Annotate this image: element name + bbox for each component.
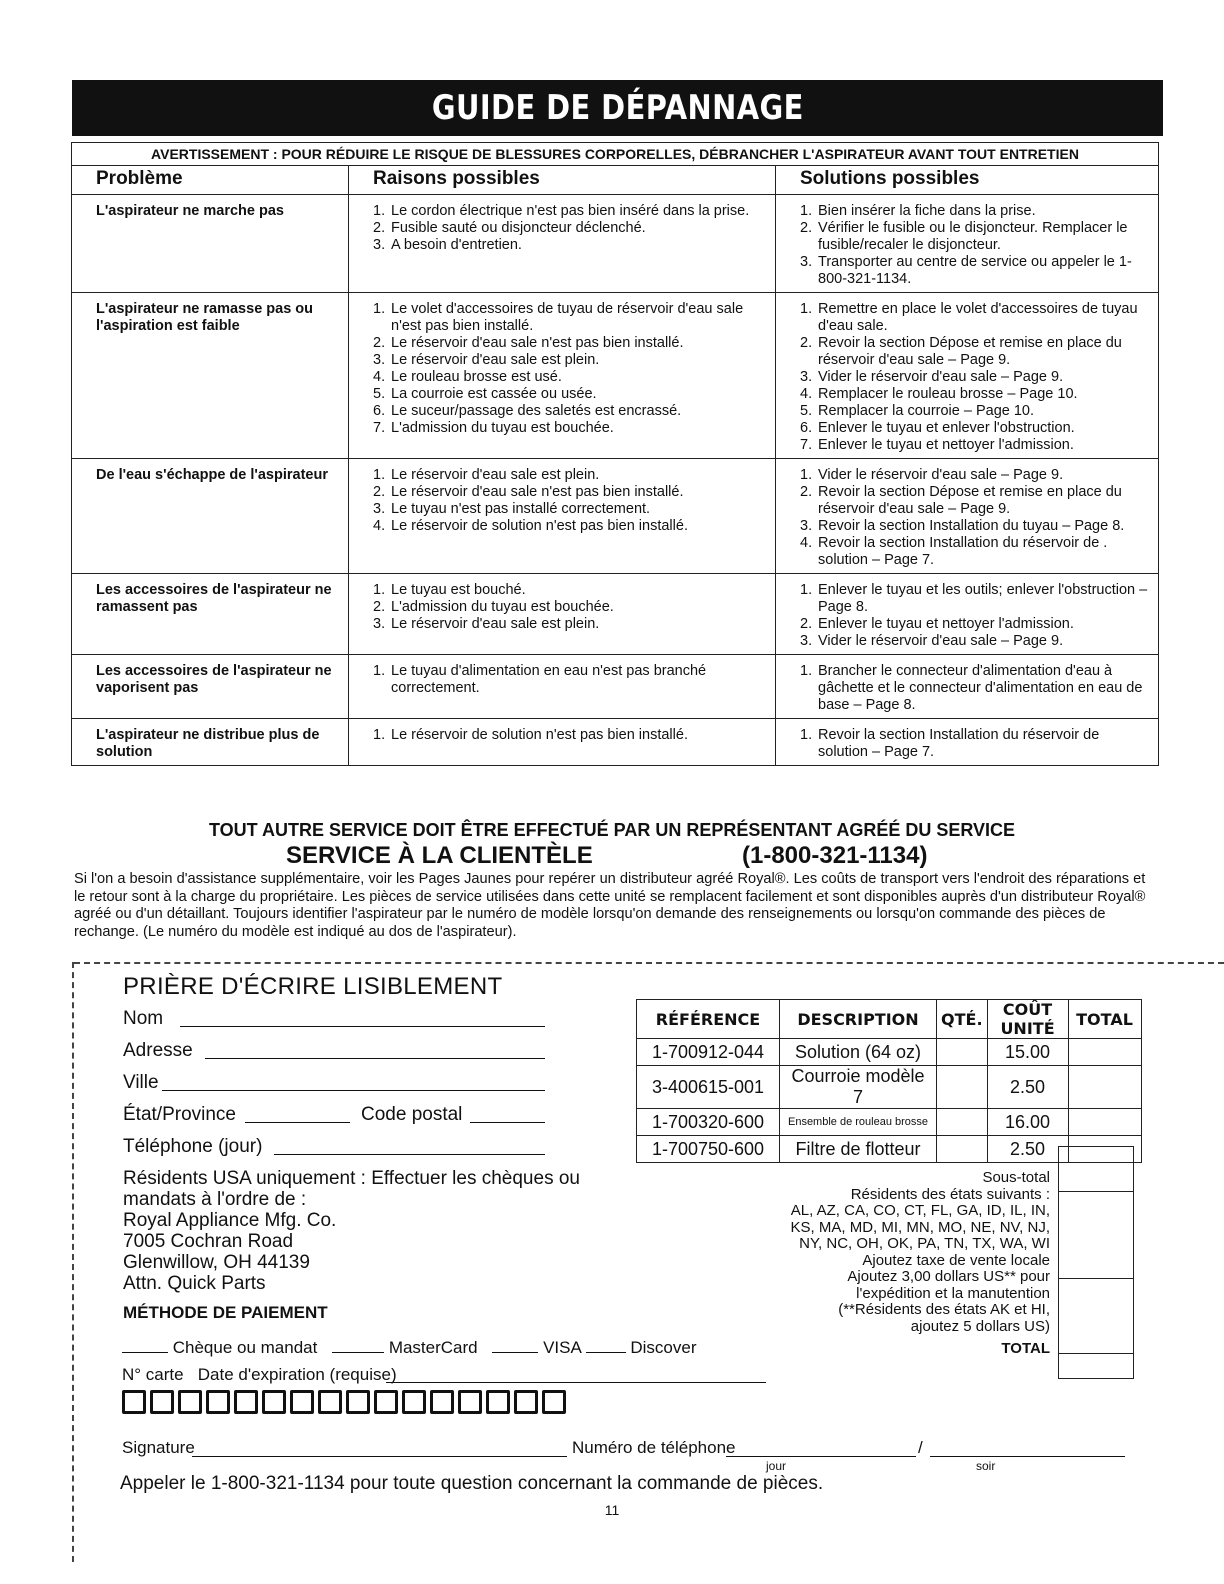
address-line: 7005 Cochran Road (123, 1231, 294, 1252)
problem-cell: De l'eau s'échappe de l'aspirateur (72, 459, 349, 574)
expiration-field[interactable] (386, 1381, 766, 1383)
soir-label: soir (976, 1459, 996, 1473)
reasons-cell (349, 655, 776, 719)
solution-item: 6. Enlever le tuyau et enlever l'obstruction. (800, 420, 1075, 436)
reason-item: 1. Le réservoir de solution n'est pas bien installé. (373, 727, 688, 743)
trouble-row (72, 459, 1159, 574)
solutions-cell (776, 293, 1159, 459)
page-number: 11 (604, 1502, 620, 1518)
description-cell: Courroie modèle 7 (780, 1066, 937, 1109)
solution-item: 4. Revoir la section Installation du réservoir de . solution – Page 7. (800, 535, 1108, 568)
card-digit-box[interactable] (486, 1390, 510, 1414)
reasons-cell (349, 574, 776, 655)
header-problem: Problème (72, 166, 349, 195)
subtotal-label: Sous-total (982, 1169, 1050, 1186)
cut-line-vertical (72, 962, 74, 1562)
service-notice: TOUT AUTRE SERVICE DOIT ÊTRE EFFECTUÉ PAR UN REPRÉSENTANT AGRÉÉ DU SERVICE (208, 820, 1016, 840)
reason-item: 4. Le réservoir de solution n'est pas bien installé. (373, 518, 688, 534)
address-line: Résidents USA uniquement : Effectuer les chèques ou (123, 1168, 580, 1189)
phone-day-label: Téléphone (jour) (123, 1136, 263, 1157)
header-total: TOTAL (1068, 1000, 1141, 1039)
quantity-cell[interactable] (937, 1039, 988, 1066)
visa-label: VISA (543, 1338, 581, 1357)
phone-evening-field[interactable] (930, 1455, 1125, 1457)
reason-item: 2. Le réservoir d'eau sale n'est pas bien installé. (373, 335, 684, 351)
city-field[interactable] (162, 1089, 545, 1091)
header-description: DESCRIPTION (780, 1000, 937, 1039)
reference-cell: 3-400615-001 (637, 1066, 780, 1109)
header-reasons: Raisons possibles (349, 166, 776, 195)
quantity-cell[interactable] (937, 1136, 988, 1163)
jour-label: jour (766, 1459, 787, 1473)
card-number-boxes[interactable] (122, 1390, 566, 1414)
card-digit-box[interactable] (402, 1390, 426, 1414)
card-digit-box[interactable] (514, 1390, 538, 1414)
tax-line: NY, NC, OH, OK, PA, TN, TX, WA, WI (799, 1235, 1050, 1252)
solution-item: 2. Revoir la section Dépose et remise en place du réservoir d'eau sale – Page 9. (800, 335, 1122, 368)
card-digit-box[interactable] (318, 1390, 342, 1414)
trouble-row (72, 574, 1159, 655)
state-label: État/Province (123, 1104, 236, 1125)
postal-code-field[interactable] (470, 1121, 545, 1123)
call-notice: Appeler le 1-800-321-1134 pour toute question concernant la commande de pièces. (120, 1473, 824, 1494)
cheque-checkbox[interactable] (122, 1352, 168, 1353)
card-digit-box[interactable] (374, 1390, 398, 1414)
address-line: Glenwillow, OH 44139 (123, 1252, 310, 1273)
trouble-row (72, 655, 1159, 719)
name-field[interactable] (180, 1025, 545, 1027)
order-table (636, 999, 1142, 1163)
unit-cost-cell: 15.00 (987, 1039, 1068, 1066)
shipping-box[interactable] (1059, 1279, 1133, 1354)
problem-cell: Les accessoires de l'aspirateur ne vaporisent pas (72, 655, 349, 719)
header-quantity: QTÉ. (937, 1000, 988, 1039)
mailing-address (123, 1168, 580, 1294)
reason-item: 2. L'admission du tuyau est bouchée. (373, 599, 614, 615)
card-digit-box[interactable] (290, 1390, 314, 1414)
card-digit-box[interactable] (346, 1390, 370, 1414)
solution-item: 1. Enlever le tuyau et les outils; enlever l'obstruction – Page 8. (800, 582, 1148, 615)
postal-code-label: Code postal (361, 1104, 463, 1125)
name-label: Nom (123, 1008, 164, 1029)
discover-checkbox[interactable] (586, 1352, 626, 1353)
trouble-row (72, 195, 1159, 293)
solution-item: 1. Revoir la section Installation du réservoir de solution – Page 7. (800, 727, 1100, 760)
quantity-cell[interactable] (937, 1066, 988, 1109)
state-field[interactable] (245, 1121, 350, 1123)
tax-line: Résidents des états suivants : (850, 1185, 1050, 1203)
order-row (637, 1066, 1142, 1109)
total-cell[interactable] (1068, 1109, 1141, 1136)
payment-options (122, 1338, 697, 1358)
card-digit-box[interactable] (262, 1390, 286, 1414)
solution-item: 1. Remettre en place le volet d'accessoires de tuyau d'eau sale. (800, 301, 1138, 334)
shipping-line: (**Résidents des états AK et HI, (838, 1301, 1050, 1318)
service-paragraph: Si l'on a besoin d'assistance supplémentaire, voir les Pages Jaunes pour repérer un distributeur agréé Royal®. Les coûts de transport vers l'endroit des réparations et le retour sont à la charge du propriétaire. Les pièces de service utilisées dans cette unité se remplacent facilement et sont disponibles auprès d'un distributeur Royal® agréé ou d'un détaillant. Toujours identifier l'aspirateur par le numéro de modèle lorsqu'on demande des renseignements ou lorsqu'on commande des pièces de rechange. (Le numéro du modèle est indiqué au dos de l'aspirateur). (74, 871, 1146, 940)
card-digit-box[interactable] (150, 1390, 174, 1414)
solution-item: 1. Vider le réservoir d'eau sale – Page 9. (800, 467, 1064, 483)
total-label: TOTAL (1001, 1340, 1050, 1357)
solution-item: 1. Bien insérer la fiche dans la prise. (800, 203, 1036, 219)
mastercard-label: MasterCard (388, 1338, 478, 1357)
trouble-row (72, 293, 1159, 459)
reason-item: 1. Le cordon électrique n'est pas bien inséré dans la prise. (373, 203, 750, 219)
problem-cell: L'aspirateur ne ramasse pas ou l'aspiration est faible (72, 293, 349, 459)
shipping-line: Ajoutez 3,00 dollars US** pour (847, 1268, 1050, 1285)
problem-cell: L'aspirateur ne marche pas (72, 195, 349, 293)
reason-item: 2. Fusible sauté ou disjoncteur déclenché. (373, 220, 646, 236)
mastercard-checkbox[interactable] (332, 1352, 384, 1353)
solutions-cell (776, 459, 1159, 574)
reason-item: 7. L'admission du tuyau est bouchée. (373, 420, 614, 436)
solutions-cell (776, 195, 1159, 293)
signature-label: Signature (122, 1438, 195, 1457)
reason-item: 1. Le volet d'accessoires de tuyau de réservoir d'eau sale n'est pas bien installé. (373, 301, 744, 334)
order-row (637, 1109, 1142, 1136)
description-cell: Ensemble de rouleau brosse (780, 1109, 937, 1136)
solution-item: 7. Enlever le tuyau et nettoyer l'admission. (800, 437, 1074, 453)
signature-field[interactable] (192, 1455, 567, 1457)
solution-item: 3. Revoir la section Installation du tuyau – Page 8. (800, 518, 1125, 534)
description-cell: Filtre de flotteur (780, 1136, 937, 1163)
service-phone: (1-800-321-1134) (742, 842, 928, 869)
warning-text: AVERTISSEMENT : POUR RÉDUIRE LE RISQUE DE BLESSURES CORPORELLES, DÉBRANCHER L'ASPIRATEUR AVANT TOUT ENTRETIEN (72, 143, 1159, 166)
solution-item: 3. Vider le réservoir d'eau sale – Page 9. (800, 369, 1064, 385)
unit-cost-cell: 2.50 (987, 1066, 1068, 1109)
reasons-cell (349, 195, 776, 293)
solution-item: 5. Remplacer la courroie – Page 10. (800, 403, 1035, 419)
card-digit-box[interactable] (122, 1390, 146, 1414)
address-field[interactable] (205, 1057, 545, 1059)
total-cell[interactable] (1068, 1039, 1141, 1066)
tax-line: AL, AZ, CA, CO, CT, FL, GA, ID, IL, IN, (790, 1202, 1050, 1219)
reasons-cell (349, 719, 776, 766)
city-label: Ville (123, 1072, 159, 1093)
card-digit-box[interactable] (234, 1390, 258, 1414)
phone-day-field[interactable] (274, 1153, 545, 1155)
reasons-cell (349, 459, 776, 574)
solution-item: 3. Vider le réservoir d'eau sale – Page 9. (800, 633, 1064, 649)
reference-cell: 1-700320-600 (637, 1109, 780, 1136)
subtotal-box[interactable] (1059, 1147, 1133, 1192)
service-heading: SERVICE À LA CLIENTÈLE (286, 842, 593, 869)
reason-item: 1. Le tuyau est bouché. (373, 582, 526, 598)
slash: / (918, 1438, 923, 1457)
reason-item: 1. Le tuyau d'alimentation en eau n'est pas branché correctement. (373, 663, 707, 696)
description-cell: Solution (64 oz) (780, 1039, 937, 1066)
address-line: mandats à l'ordre de : (123, 1189, 307, 1210)
card-digit-box[interactable] (178, 1390, 202, 1414)
order-row (637, 1039, 1142, 1066)
unit-cost-cell: 2.50 (987, 1136, 1068, 1163)
payment-method-title: MÉTHODE DE PAIEMENT (123, 1303, 328, 1322)
header-unit-cost: COÛT UNITÉ (987, 1000, 1068, 1039)
address-label: Adresse (123, 1040, 193, 1061)
solution-item: 1. Brancher le connecteur d'alimentation d'eau à gâchette et le connecteur d'alimentation en eau de base – Page 8. (800, 663, 1143, 713)
solutions-cell (776, 655, 1159, 719)
tax-line: Ajoutez taxe de vente locale (862, 1251, 1050, 1269)
solution-item: 4. Remplacer le rouleau brosse – Page 10. (800, 386, 1078, 402)
reason-item: 4. Le rouleau brosse est usé. (373, 369, 562, 385)
reason-item: 1. Le réservoir d'eau sale est plein. (373, 467, 600, 483)
header-solutions: Solutions possibles (776, 166, 1159, 195)
total-cell[interactable] (1068, 1066, 1141, 1109)
total-box[interactable] (1059, 1354, 1133, 1378)
tax-line: KS, MA, MD, MI, MN, MO, NE, NV, NJ, (790, 1218, 1050, 1236)
totals-boxes (1058, 1146, 1134, 1379)
phone-day-evening-field[interactable] (726, 1455, 916, 1457)
reasons-cell (349, 293, 776, 459)
cheque-label: Chèque ou mandat (172, 1338, 318, 1357)
discover-label: Discover (630, 1338, 697, 1357)
card-digit-box[interactable] (206, 1390, 230, 1414)
totals-labels (770, 1170, 1050, 1358)
solution-item: 2. Revoir la section Dépose et remise en place du réservoir d'eau sale – Page 9. (800, 484, 1122, 517)
reason-item: 5. La courroie est cassée ou usée. (373, 386, 597, 402)
reference-cell: 1-700750-600 (637, 1136, 780, 1163)
reason-item: 3. Le réservoir d'eau sale est plein. (373, 616, 600, 632)
shipping-line: ajoutez 5 dollars US) (910, 1317, 1050, 1335)
solution-item: 3. Transporter au centre de service ou appeler le 1-800-321-1134. (800, 254, 1132, 287)
header-reference: RÉFÉRENCE (637, 1000, 780, 1039)
problem-cell: Les accessoires de l'aspirateur ne ramassent pas (72, 574, 349, 655)
troubleshooting-table (71, 142, 1159, 766)
signature-row (122, 1438, 195, 1458)
form-title: PRIÈRE D'ÉCRIRE LISIBLEMENT (123, 973, 503, 1000)
problem-cell: L'aspirateur ne distribue plus de solution (72, 719, 349, 766)
solutions-cell (776, 574, 1159, 655)
shipping-line: l'expédition et la manutention (856, 1284, 1050, 1302)
visa-checkbox[interactable] (492, 1352, 538, 1353)
tax-box[interactable] (1059, 1192, 1133, 1279)
card-label: N° carte Date d'expiration (requise) (122, 1365, 397, 1384)
reason-item: 2. Le réservoir d'eau sale n'est pas bien installé. (373, 484, 684, 500)
reason-item: 3. Le tuyau n'est pas installé correctement. (373, 501, 651, 517)
reference-cell: 1-700912-044 (637, 1039, 780, 1066)
address-line: Royal Appliance Mfg. Co. (123, 1210, 337, 1231)
solution-item: 2. Vérifier le fusible ou le disjoncteur. Remplacer le fusible/recaler le disjoncteur. (800, 220, 1128, 253)
trouble-row (72, 719, 1159, 766)
solution-item: 2. Enlever le tuyau et nettoyer l'admission. (800, 616, 1074, 632)
reason-item: 6. Le suceur/passage des saletés est encrassé. (373, 403, 682, 419)
solutions-cell (776, 719, 1159, 766)
unit-cost-cell: 16.00 (987, 1109, 1068, 1136)
quantity-cell[interactable] (937, 1109, 988, 1136)
reason-item: 3. A besoin d'entretien. (373, 237, 522, 253)
page-title: GUIDE DE DÉPANNAGE (72, 80, 1163, 136)
card-digit-box[interactable] (458, 1390, 482, 1414)
card-digit-box[interactable] (542, 1390, 566, 1414)
phone-number-label: Numéro de téléphone (572, 1438, 736, 1457)
reason-item: 3. Le réservoir d'eau sale est plein. (373, 352, 600, 368)
card-digit-box[interactable] (430, 1390, 454, 1414)
cut-line (74, 962, 1224, 964)
address-line: Attn. Quick Parts (123, 1273, 266, 1294)
